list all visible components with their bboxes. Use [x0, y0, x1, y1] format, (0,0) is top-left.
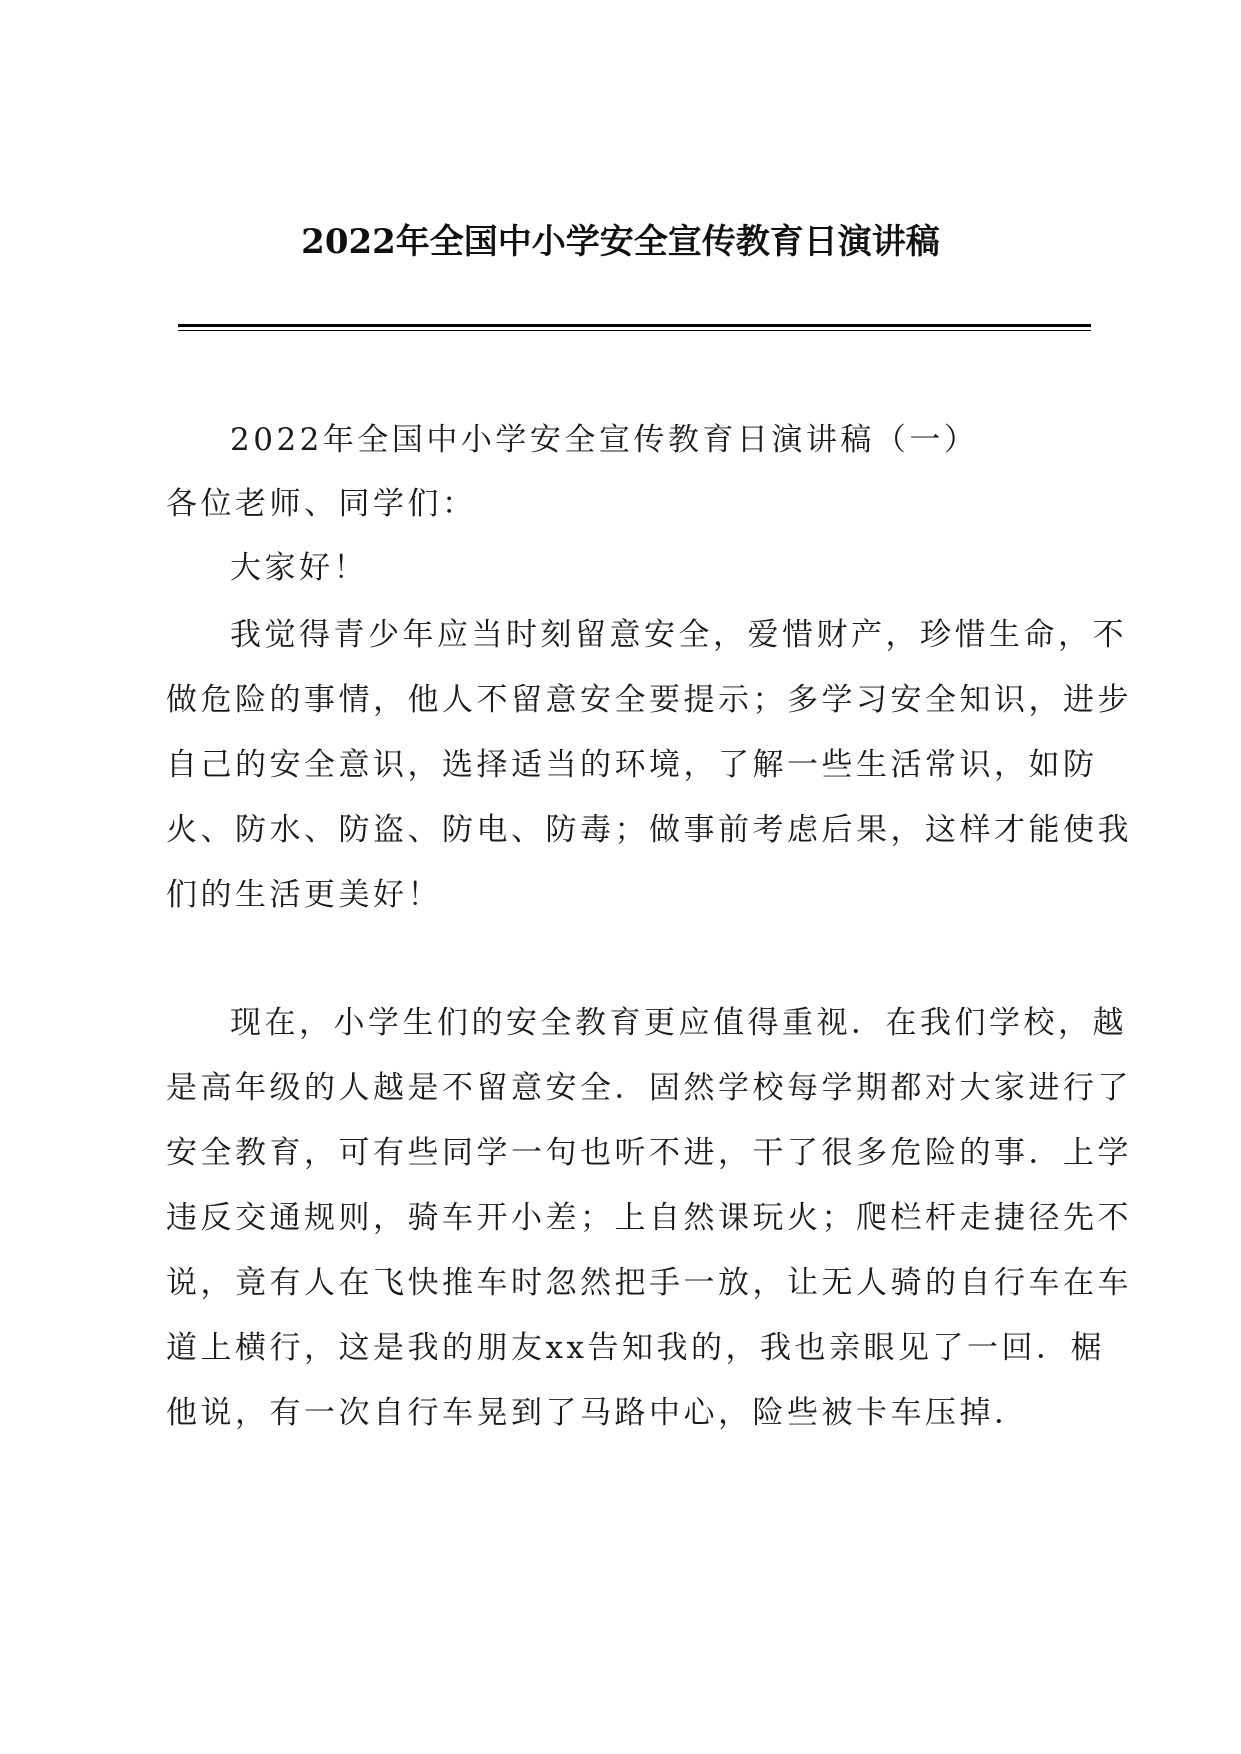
paragraph-line: 现在，小学生们的安全教育更应值得重视．在我们学校，越: [230, 1005, 1127, 1041]
paragraph-line: 他说，有一次自行车晃到了马路中心，险些被卡车压掉．: [166, 1395, 1029, 1431]
paragraph-line: 自己的安全意识，选择适当的环境，了解一些生活常识，如防: [166, 747, 1098, 783]
section-subtitle: 2022年全国中小学安全宣传教育日演讲稿（一）: [230, 422, 979, 458]
document-title: 2022年全国中小学安全宣传教育日演讲稿: [301, 222, 940, 262]
title-rule-thin-line: [178, 330, 1091, 331]
title-double-rule: [178, 324, 1091, 332]
greeting: 大家好！: [230, 550, 368, 586]
paragraph-line: 我觉得青少年应当时刻留意安全，爱惜财产，珍惜生命，不: [230, 617, 1127, 653]
paragraph-line: 们的生活更美好！: [166, 877, 442, 913]
paragraph-line: 道上横行，这是我的朋友xx告知我的，我也亲眼见了一回．椐: [166, 1330, 1105, 1366]
paragraph-line: 说，竟有人在飞快推车时忽然把手一放，让无人骑的自行车在车: [166, 1265, 1132, 1301]
paragraph-line: 安全教育，可有些同学一句也听不进，干了很多危险的事．上学: [166, 1135, 1132, 1171]
salutation: 各位老师、同学们：: [166, 486, 477, 522]
title-rule-thick-line: [178, 324, 1091, 327]
paragraph-line: 违反交通规则，骑车开小差；上自然课玩火；爬栏杆走捷径先不: [166, 1200, 1132, 1236]
paragraph-line: 火、防水、防盗、防电、防毒；做事前考虑后果，这样才能使我: [166, 812, 1132, 848]
paragraph-line: 做危险的事情，他人不留意安全要提示；多学习安全知识，进步: [166, 682, 1132, 718]
paragraph-line: 是高年级的人越是不留意安全．固然学校每学期都对大家进行了: [166, 1070, 1132, 1106]
